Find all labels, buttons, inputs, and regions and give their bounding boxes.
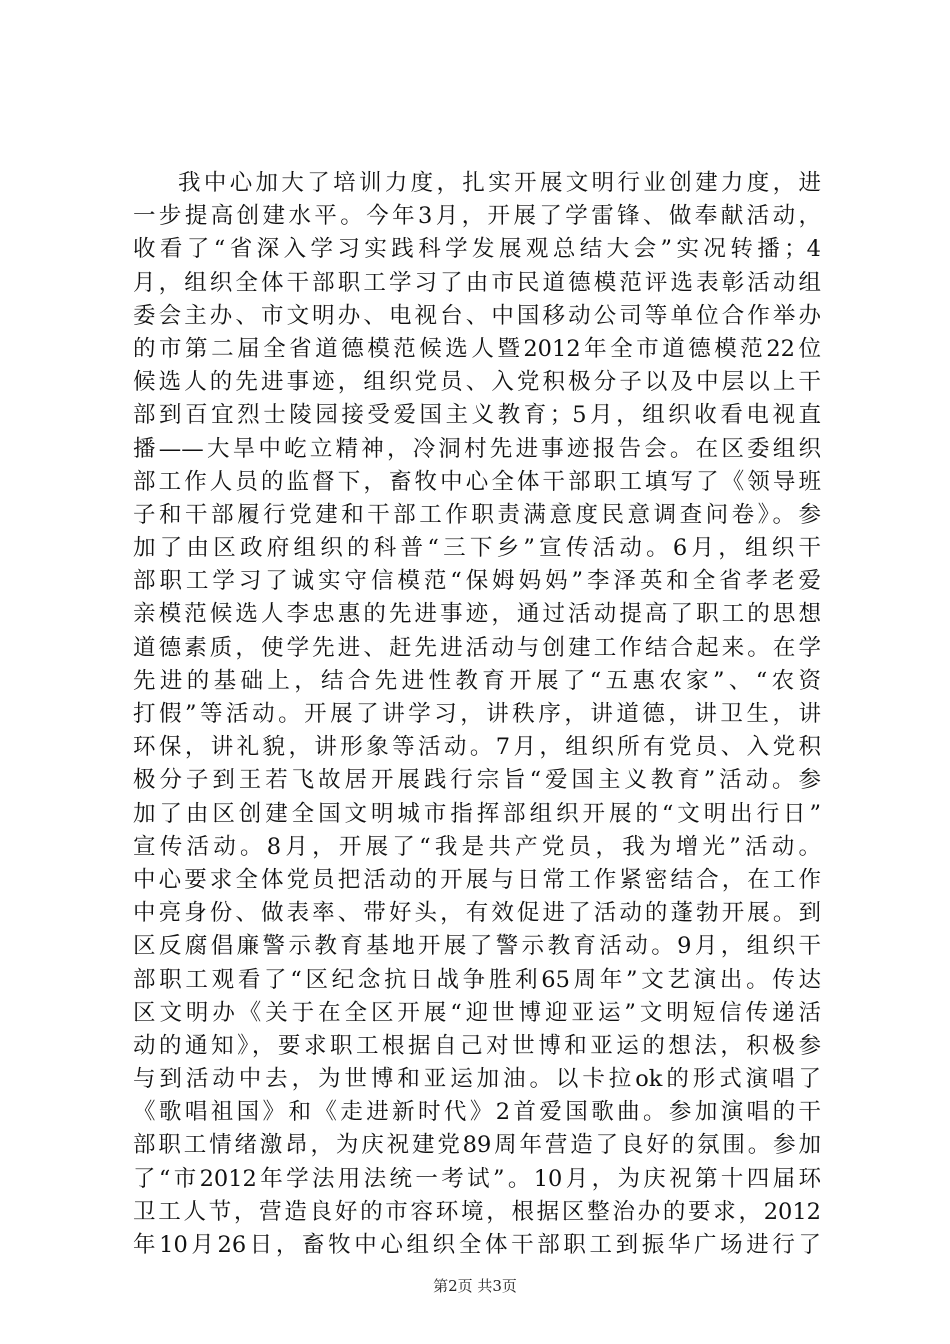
text-line: 候选人的先进事迹，组织党员、入党积极分子以及中层以上干: [133, 369, 821, 396]
text-line: 月，组织全体干部职工学习了由市民道德模范评选表彰活动组: [133, 269, 821, 296]
text-line: 区文明办《关于在全区开展“迎世博迎亚运”文明短信传递活: [133, 999, 821, 1026]
text-line: 部到百宜烈士陵园接受爱国主义教育；5月，组织收看电视直: [133, 402, 821, 429]
text-line: 部职工观看了“区纪念抗日战争胜利65周年”文艺演出。传达: [133, 966, 821, 993]
text-line: 道德素质，使学先进、赶先进活动与创建工作结合起来。在学: [133, 634, 821, 661]
text-line: 加了由区政府组织的科普“三下乡”宣传活动。6月，组织干: [133, 535, 821, 562]
text-line: 先进的基础上，结合先进性教育开展了“五惠农家”、“农资: [133, 667, 821, 694]
text-line: 极分子到王若飞故居开展践行宗旨“爱国主义教育”活动。参: [133, 767, 821, 794]
text-line: 收看了“省深入学习实践科学发展观总结大会”实况转播；4: [133, 236, 821, 263]
text-line: 区反腐倡廉警示教育基地开展了警示教育活动。9月，组织干: [133, 933, 821, 960]
text-line: 了“市2012年学法用法统一考试”。10月，为庆祝第十四届环: [133, 1165, 821, 1192]
text-line: 宣传活动。8月，开展了“我是共产党员，我为增光”活动。: [133, 833, 821, 860]
text-line: 加了由区创建全国文明城市指挥部组织开展的“文明出行日”: [133, 800, 821, 827]
text-line: 播——大旱中屹立精神，冷洞村先进事迹报告会。在区委组织: [133, 435, 821, 462]
text-line: 亲模范候选人李忠惠的先进事迹，通过活动提高了职工的思想: [133, 601, 821, 628]
page-number-footer: 第2页 共3页: [433, 1277, 517, 1295]
text-line: 部工作人员的监督下，畜牧中心全体干部职工填写了《领导班: [133, 468, 821, 495]
text-line: 部职工学习了诚实守信模范“保姆妈妈”李泽英和全省孝老爱: [133, 568, 821, 595]
text-line: 一步提高创建水平。今年3月，开展了学雷锋、做奉献活动，: [133, 203, 821, 230]
text-line: 中亮身份、做表率、带好头，有效促进了活动的蓬勃开展。到: [133, 900, 821, 927]
text-line: 打假”等活动。开展了讲学习，讲秩序，讲道德，讲卫生，讲: [133, 701, 821, 727]
text-line: 子和干部履行党建和干部工作职责满意度民意调查问卷》。参: [133, 501, 821, 528]
text-line: 《歌唱祖国》和《走进新时代》2首爱国歌曲。参加演唱的干: [133, 1099, 821, 1126]
text-line: 部职工情绪激昂，为庆祝建党89周年营造了良好的氛围。参加: [133, 1132, 821, 1159]
text-line: 动的通知》，要求职工根据自己对世博和亚运的想法，积极参: [133, 1032, 821, 1059]
text-line: 与到活动中去，为世博和亚运加油。以卡拉ok的形式演唱了: [133, 1066, 821, 1093]
text-line: 委会主办、市文明办、电视台、中国移动公司等单位合作举办: [133, 302, 821, 329]
text-line: 的市第二届全省道德模范候选人暨2012年全市道德模范22位: [133, 335, 821, 362]
text-line: 我中心加大了培训力度，扎实开展文明行业创建力度，进: [178, 170, 821, 196]
text-line: 年10月26日，畜牧中心组织全体干部职工到振华广场进行了: [133, 1232, 821, 1258]
text-line: 环保，讲礼貌，讲形象等活动。7月，组织所有党员、入党积: [133, 734, 821, 761]
text-line: 中心要求全体党员把活动的开展与日常工作紧密结合，在工作: [133, 866, 821, 893]
text-line: 卫工人节，营造良好的市容环境，根据区整治办的要求，2012: [133, 1198, 821, 1225]
body-paragraph: [133, 167, 821, 1262]
